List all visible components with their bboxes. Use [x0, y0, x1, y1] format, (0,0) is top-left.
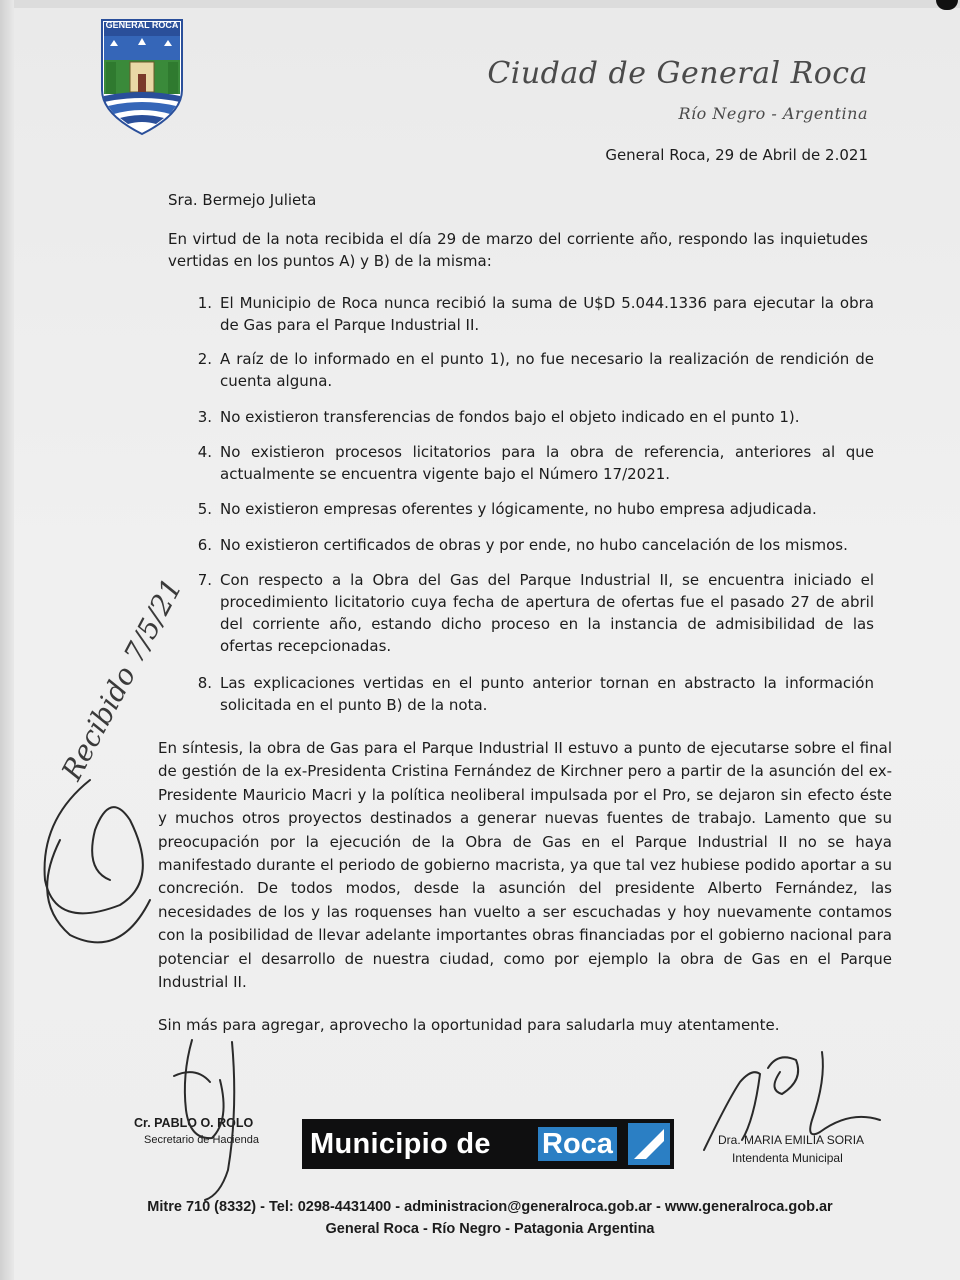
footer-location-line: General Roca - Río Negro - Patagonia Argentina	[325, 1221, 655, 1237]
list-item-text: Las explicaciones vertidas en el punto anterior tornan en abstracto la información solicitada en el punto B) de la nota.	[220, 674, 874, 714]
list-item-number: 2.	[197, 350, 212, 368]
city-crest-logo	[100, 18, 184, 136]
list-item-text: Con respecto a la Obra del Gas del Parque Industrial II, se encuentra iniciado el procedimiento licitatorio cuya fecha de apertura de ofertas fue el pasado 27 de abril del corriente año, estando dicho proceso en la instancia de admisibilidad de las ofertas recepcionadas.	[220, 571, 874, 655]
list-item-text: No existieron transferencias de fondos bajo el objeto indicado en el punto 1).	[220, 408, 800, 426]
list-item-number: 6.	[197, 536, 212, 554]
banner-word-roca: Roca	[538, 1127, 617, 1161]
list-item-text: No existieron procesos licitatorios para la obra de referencia, anteriores al que actualmente se encuentra vigente bajo el Número 17/2021.	[220, 443, 874, 483]
crest-label: GENERAL ROCA	[105, 20, 179, 30]
right-signature-tail	[810, 1052, 880, 1134]
received-signature-loop	[47, 840, 150, 942]
city-title: Ciudad de General Roca	[487, 56, 868, 91]
farewell-line: Sin más para agregar, aprovecho la oportunidad para saludarla muy atentamente.	[158, 1016, 780, 1034]
list-item-number: 8.	[197, 674, 212, 692]
date-line: General Roca, 29 de Abril de 2.021	[605, 146, 868, 164]
closing-paragraph: En síntesis, la obra de Gas para el Parque Industrial II estuvo a punto de ejecutarse sobre el final de gestión de la ex-Presidenta Cristina Fernández de Kirchner pero a partir de la asunción del ex-Presidente Mauricio Macri y la política neoliberal impulsada por el Pro, se dejaron sin efecto éste y muchos otros proyectos destinados a generar nuevas fuentes de trabajo. Lamento que su preocupación por la ejecución de la Obra de Gas en el Parque Industrial II no se haya manifestado durante el periodo de gobierno macrista, ya que tal vez hubiese podido aportar a su concreción. De todos modos, desde la asunción del presidente Alberto Fernández, las necesidades de los y las roquenses han vuelto a ser escuchadas y hoy nuevamente contamos con la posibilidad de llevar adelante importantes obras financiadas por el gobierno nacional para potenciar el desarrollo de nuestra ciudad, como por ejemplo la obra de Gas en el Parque Industrial II.	[158, 739, 892, 992]
right-signature-loop	[768, 1057, 798, 1094]
list-item-number: 1.	[197, 294, 212, 312]
banner-word-municipio: Municipio de	[310, 1128, 491, 1160]
intro-paragraph: En virtud de la nota recibida el día 29 de marzo del corriente año, respondo las inquietudes vertidas en los puntos A) y B) de la misma:	[168, 230, 868, 270]
signatory-left-name: Cr. PABLO O. ROLO	[134, 1116, 254, 1130]
list-item-number: 4.	[197, 443, 212, 461]
left-signature-hook	[174, 1072, 210, 1082]
city-subtitle: Río Negro - Argentina	[678, 104, 868, 123]
municipio-banner-logo	[302, 1119, 674, 1169]
signatory-right-name: Dra. MARIA EMILIA SORIA	[718, 1133, 865, 1147]
list-item-number: 7.	[197, 571, 212, 589]
list-item-text: No existieron empresas oferentes y lógicamente, no hubo empresa adjudicada.	[220, 500, 817, 518]
paper-edge-top	[0, 0, 960, 8]
footer-contact-line: Mitre 710 (8332) - Tel: 0298-4431400 - administracion@generalroca.gob.ar - www.generalroca.gob.ar	[147, 1199, 833, 1215]
list-item-text: No existieron certificados de obras y por ende, no hubo cancelación de los mismos.	[220, 536, 848, 554]
list-item-number: 3.	[197, 408, 212, 426]
signatory-right-role: Intendenta Municipal	[732, 1151, 843, 1165]
list-item-text: El Municipio de Roca nunca recibió la suma de U$D 5.044.1336 para ejecutar la obra de Gas para el Parque Industrial II.	[220, 294, 874, 334]
received-signature-scribble	[45, 780, 143, 913]
list-item-text: A raíz de lo informado en el punto 1), no fue necesario la realización de rendición de cuenta alguna.	[220, 350, 874, 390]
recipient: Sra. Bermejo Julieta	[168, 191, 317, 209]
signatory-left-role: Secretario de Hacienda	[144, 1134, 259, 1146]
corner-shadow	[936, 0, 958, 10]
handwritten-received-note: Recibido 7/5/21	[55, 573, 189, 786]
en-accion-badge-icon	[628, 1123, 670, 1165]
list-item-number: 5.	[197, 500, 212, 518]
paper-edge-left	[0, 0, 14, 1280]
